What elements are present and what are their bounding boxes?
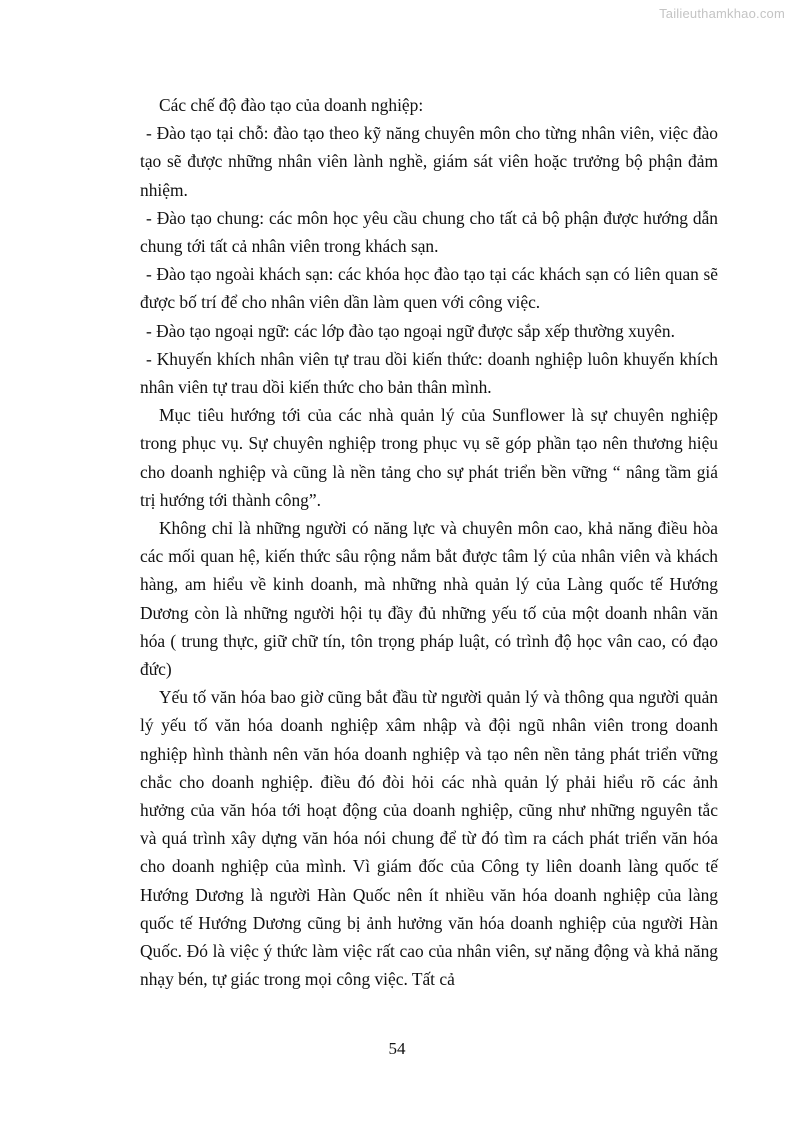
paragraph-training-intro: Các chế độ đào tạo của doanh nghiệp: bbox=[159, 95, 424, 115]
paragraph-manager-qualities: Không chỉ là những người có năng lực và chuyên môn cao, khả năng điều hòa các mối quan hệ, kiến thức sâu rộng nắm bắt được tâm lý của nhân viên và khách hàng, am hiểu về kinh doanh, mà những nhà quản lý của Làng quốc tế Hướng Dương còn là những người hội tụ đầy đủ những yếu tố của một doanh nhân văn hóa ( trung thực, giữ chữ tín, tôn trọng pháp luật, có trình độ học vân cao, có đạo đức) bbox=[140, 518, 718, 680]
paragraph-management-goal: Mục tiêu hướng tới của các nhà quản lý của Sunflower là sự chuyên nghiệp trong phục vụ. Sự chuyên nghiệp trong phục vụ sẽ góp phần tạo nên thương hiệu cho doanh nghiệp và cũng là nền tảng cho sự phát triển bền vững “ nâng tầm giá trị hướng tới thành công”. bbox=[140, 405, 718, 510]
bullet-general-training: - Đào tạo chung: các môn học yêu cầu chung cho tất cả bộ phận được hướng dẫn chung tới tất cả nhân viên trong khách sạn. bbox=[140, 207, 718, 257]
watermark: Tailieuthamkhao.com bbox=[659, 6, 785, 21]
document-body bbox=[140, 91, 718, 994]
page-number: 54 bbox=[388, 1039, 406, 1058]
bullet-language-training: - Đào tạo ngoại ngữ: các lớp đào tạo ngoại ngữ được sắp xếp thường xuyên. bbox=[146, 320, 675, 341]
bullet-external-training: - Đào tạo ngoài khách sạn: các khóa học đào tạo tại các khách sạn có liên quan sẽ được bố trí để cho nhân viên dần làm quen với công việc. bbox=[140, 264, 718, 313]
paragraph-business-culture: Yếu tố văn hóa bao giờ cũng bắt đầu từ người quản lý và thông qua người quản lý yếu tố văn hóa doanh nghiệp xâm nhập và đội ngũ nhân viên trong doanh nghiệp hình thành nên văn hóa doanh nghiệp và tạo nên nền tảng phát triển vững chắc cho doanh nghiệp. điều đó đòi hỏi các nhà quản lý phải hiểu rõ các ảnh hưởng của văn hóa tới hoạt động của doanh nghiệp, cũng như những nguyên tắc và quá trình xây dựng văn hóa nói chung để từ đó tìm ra cách phát triển văn hóa cho doanh nghiệp của mình. Vì giám đốc của Công ty liên doanh làng quốc tế Hướng Dương là người Hàn Quốc nên ít nhiều văn hóa doanh nghiệp của làng quốc tế Hướng Dương cũng bị ảnh hưởng văn hóa doanh nghiệp của người Hàn Quốc. Đó là việc ý thức làm việc rất cao của nhân viên, sự năng động và khả năng nhạy bén, tự giác trong mọi công việc. Tất cả bbox=[140, 687, 718, 990]
bullet-self-study: - Khuyến khích nhân viên tự trau dồi kiến thức: doanh nghiệp luôn khuyến khích nhân viên tự trau dồi kiến thức cho bản thân mình. bbox=[140, 348, 718, 398]
bullet-on-site-training: - Đào tạo tại chỗ: đào tạo theo kỹ năng chuyên môn cho từng nhân viên, việc đào tạo sẽ được những nhân viên lành nghề, giám sát viên hoặc trưởng bộ phận đảm nhiệm. bbox=[140, 123, 718, 200]
